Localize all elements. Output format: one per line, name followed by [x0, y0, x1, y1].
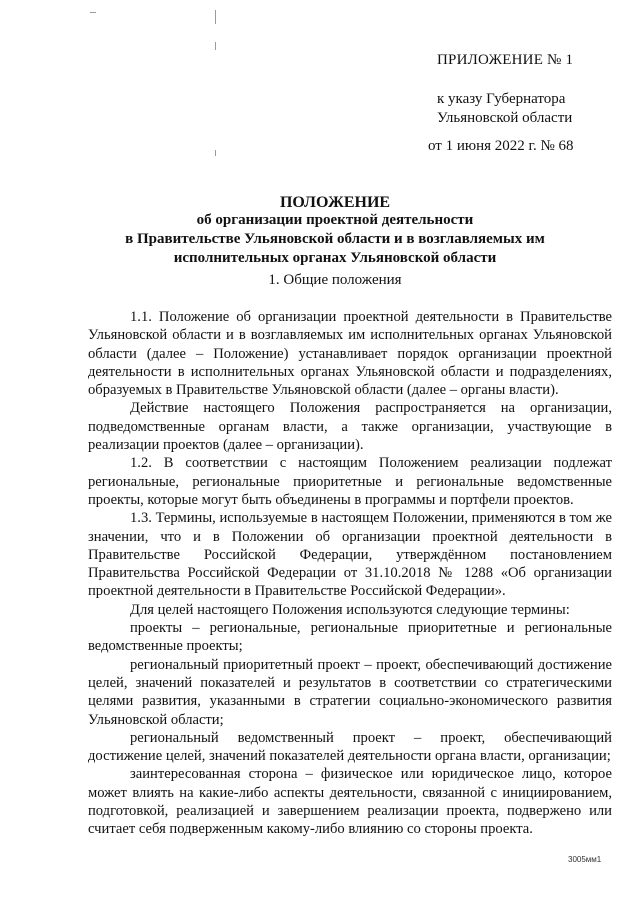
appendix-label: ПРИЛОЖЕНИЕ № 1: [437, 52, 574, 68]
paragraph: 1.2. В соответствии с настоящим Положением реализации подлежат региональные, региональные приоритетные и региональные ведомственные проекты, которые могут быть объединены в программы и портфели проектов.: [88, 455, 612, 508]
paragraph: проекты – региональные, региональные приоритетные и региональные ведомственные проекты;: [88, 620, 612, 655]
subtitle-line2: в Правительстве Ульяновской области и в возглавляемых им: [125, 231, 545, 247]
decree-reference-line1: к указу Губернатора: [437, 91, 566, 107]
subtitle-line3: исполнительных органах Ульяновской области: [173, 250, 497, 266]
paragraph: региональный приоритетный проект – проект, обеспечивающий достижение целей, значений показателей и результатов в соответствии со стратегическими целями развития, указанными в стратегии социально-экономического развития Ульяновской области;: [88, 656, 612, 728]
section-heading: 1. Общие положения: [268, 272, 402, 288]
scan-artifact: [215, 10, 216, 24]
paragraph: 1.3. Термины, используемые в настоящем Положении, применяются в том же значении, что и в Положении об организации проектной деятельности в Правительстве Российской Федерации, утверждённом постановлением Правительства Российской Федерации от 31.10.2018 № 1288 «Об организации проектной деятельности в Правительстве Российской Федерации».: [88, 510, 612, 600]
document-body: [88, 308, 612, 839]
document-title: ПОЛОЖЕНИЕ: [279, 194, 391, 211]
decree-reference-line2: Ульяновской области: [437, 110, 573, 126]
decree-reference: [437, 90, 572, 128]
paragraph: заинтересованная сторона – физическое или юридическое лицо, которое может влиять на какие-либо аспекты деятельности, связанной с инициированием, подготовкой, реализацией и завершением реализации проекта, подвержено или считает себя подверженным какому-либо влиянию со стороны проекта.: [88, 766, 612, 838]
paragraph: 1.1. Положение об организации проектной деятельности в Правительстве Ульяновской области и в возглавляемых им исполнительных органах Ульяновской области (далее – Положение) устанавливает порядок организации проектной деятельности в исполнительных органах Ульяновской области и подразделениях, образуемых в Правительстве Ульяновской области (далее – органы власти).: [88, 309, 612, 399]
paragraph: региональный ведомственный проект – проект, обеспечивающий достижение целей, значений показателей деятельности органа власти, организации;: [88, 729, 612, 765]
document-subtitle: [60, 211, 610, 268]
scan-artifact: [90, 12, 96, 13]
paragraph: Действие настоящего Положения распространяется на организации, подведомственные органам власти, а также организации, участвующие в реализации проектов (далее – организации).: [88, 400, 612, 454]
scan-artifact: [215, 42, 216, 50]
scan-artifact: [215, 150, 216, 156]
document-code: 3005мм1: [568, 855, 602, 864]
decree-date-number: от 1 июня 2022 г. № 68: [428, 138, 574, 154]
paragraph: Для целей настоящего Положения используются следующие термины:: [130, 601, 570, 618]
subtitle-line1: об организации проектной деятельности: [196, 212, 474, 228]
